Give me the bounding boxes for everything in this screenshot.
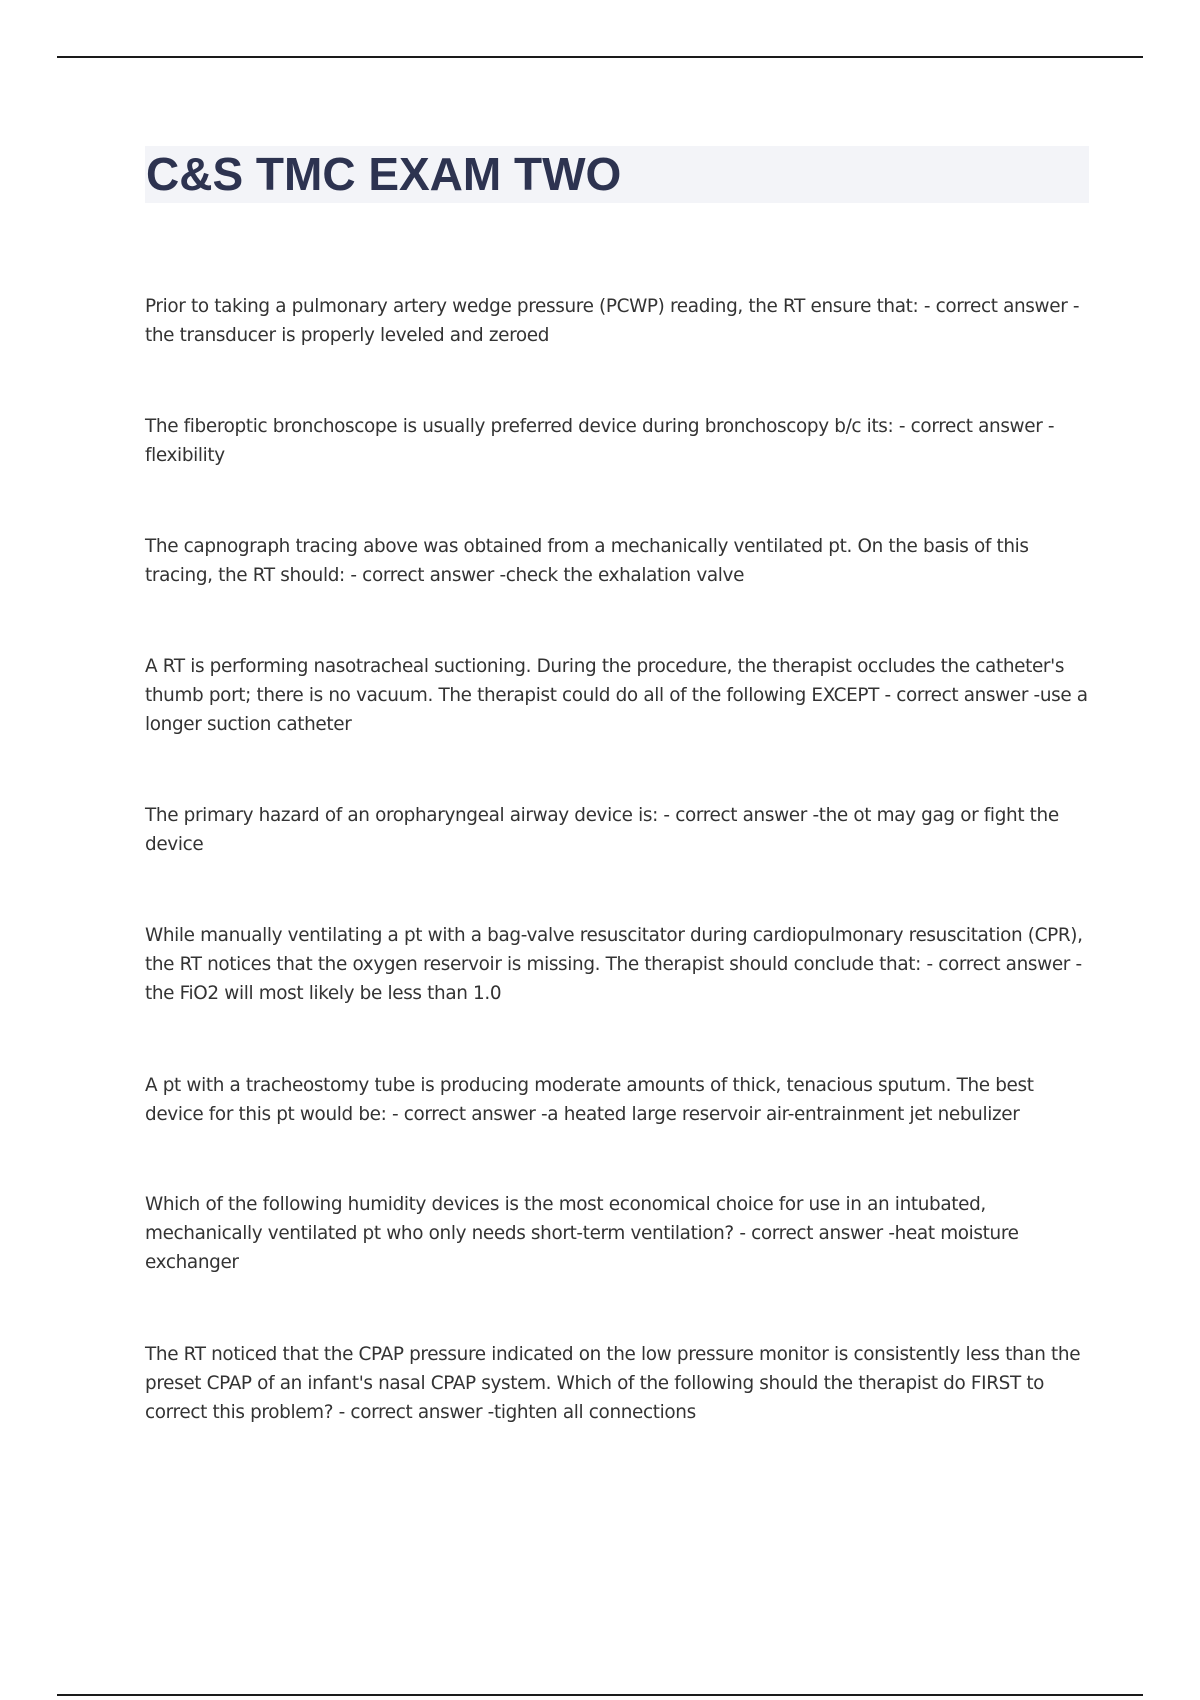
- question-item-4: A RT is performing nasotracheal suctioning. During the procedure, the therapist occludes the catheter's thumb port; there is no vacuum. The therapist could do all of the following EXCEPT - correct answer -use a longer suction catheter: [145, 656, 1088, 735]
- question-item-7: A pt with a tracheostomy tube is producing moderate amounts of thick, tenacious sputum. The best device for this pt would be: - correct answer -a heated large reservoir air-entrainment jet nebulizer: [145, 1075, 1034, 1125]
- question-item-8: Which of the following humidity devices is the most economical choice for use in an intubated, mechanically ventilated pt who only needs short-term ventilation? - correct answer -heat moisture exchanger: [145, 1194, 1019, 1273]
- question-item-6: While manually ventilating a pt with a bag-valve resuscitator during cardiopulmonary resuscitation (CPR), the RT notices that the oxygen reservoir is missing. The therapist should conclude that: - correct answer - the FiO2 will most likely be less than 1.0: [145, 925, 1083, 1004]
- question-item-1: Prior to taking a pulmonary artery wedge pressure (PCWP) reading, the RT ensure that: - correct answer -the transducer is properly leveled and zeroed: [145, 296, 1080, 346]
- question-item-2: The fiberoptic bronchoscope is usually preferred device during bronchoscopy b/c its: - correct answer - flexibility: [145, 416, 1055, 466]
- question-item-9: The RT noticed that the CPAP pressure indicated on the low pressure monitor is consistently less than the preset CPAP of an infant's nasal CPAP system. Which of the following should the therapist do FIRST to correct this problem? - correct answer -tighten all connections: [145, 1344, 1081, 1423]
- footer-rule: [57, 1694, 1143, 1696]
- document-title: C&S TMC EXAM TWO: [146, 148, 622, 200]
- question-item-3: The capnograph tracing above was obtained from a mechanically ventilated pt. On the basis of this tracing, the RT should: - correct answer -check the exhalation valve: [145, 536, 1029, 586]
- header-rule: [57, 56, 1143, 58]
- question-item-5: The primary hazard of an oropharyngeal airway device is: - correct answer -the ot may gag or fight the device: [145, 805, 1059, 855]
